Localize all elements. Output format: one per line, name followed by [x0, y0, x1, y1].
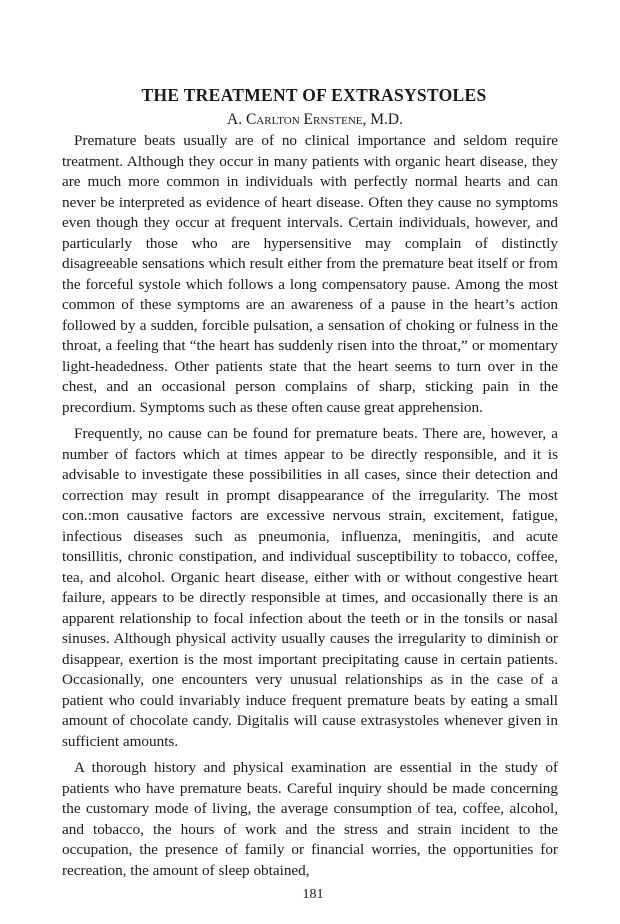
body-paragraph-3: A thorough history and physical examination are essential in the study of patients who have premature beats. Careful inquiry should be made concerning the customary mode of living, the average consumption of tea, coffee, alcohol, and tobacco, the hours of work and the stress and strain incident to the occupation, the presence of family or financial worries, the opportunities for recreation, the amount of sleep obtained, [62, 759, 558, 879]
page-number: 181 [302, 887, 324, 902]
article-title: THE TREATMENT OF EXTRASYSTOLES [141, 85, 487, 105]
article-body [62, 131, 558, 887]
article-author: A. Carlton Ernstene, M.D. [227, 111, 403, 128]
body-paragraph-1: Premature beats usually are of no clinical importance and seldom require treatment. Although they occur in many patients with organic heart disease, they are much more common in individuals with perfectly normal hearts and can never be interpreted as evidence of heart disease. Often they cause no symptoms even though they occur at frequent intervals. Certain individuals, however, and particularly those who are hypersensitive may complain of distinctly disagreeable sensations which result either from the premature beat itself or from the forceful systole which follows a long compensatory pause. Among the most common of these symptoms are an awareness of a pause in the heart’s action followed by a sudden, forcible pulsation, a sensation of choking or fulness in the throat, a feeling that “the heart has suddenly risen into the throat,” or momentary light-headedness. Other patients state that the heart seems to turn over in the chest, and an occasional person complains of sharp, sticking pain in the precordium. Symptoms such as these often cause great apprehension. [62, 132, 558, 416]
body-paragraph-2: Frequently, no cause can be found for premature beats. There are, however, a number of factors which at times appear to be directly responsible, and it is advisable to investigate these possibilities in all cases, since their detection and correction may result in prompt disappearance of the irregularity. The most con.:mon causative factors are excessive nervous strain, excitement, fatigue, infectious diseases such as pneumonia, influenza, meningitis, and acute tonsillitis, chronic constipation, and individual susceptibility to tobacco, coffee, tea, and alcohol. Organic heart disease, either with or without congestive heart failure, appears to be directly responsible at times, and occasionally there is an apparent relationship to focal infection about the teeth or in the tonsils or nasal sinuses. Although physical activity usually causes the irregularity to diminish or disappear, exertion is the most important precipitating cause in certain patients. Occasionally, one encounters very unusual relationships as in the case of a patient who could invariably induce frequent premature beats by eating a small amount of chocolate candy. Digitalis will cause extrasystoles whenever given in sufficient amounts. [62, 425, 558, 750]
